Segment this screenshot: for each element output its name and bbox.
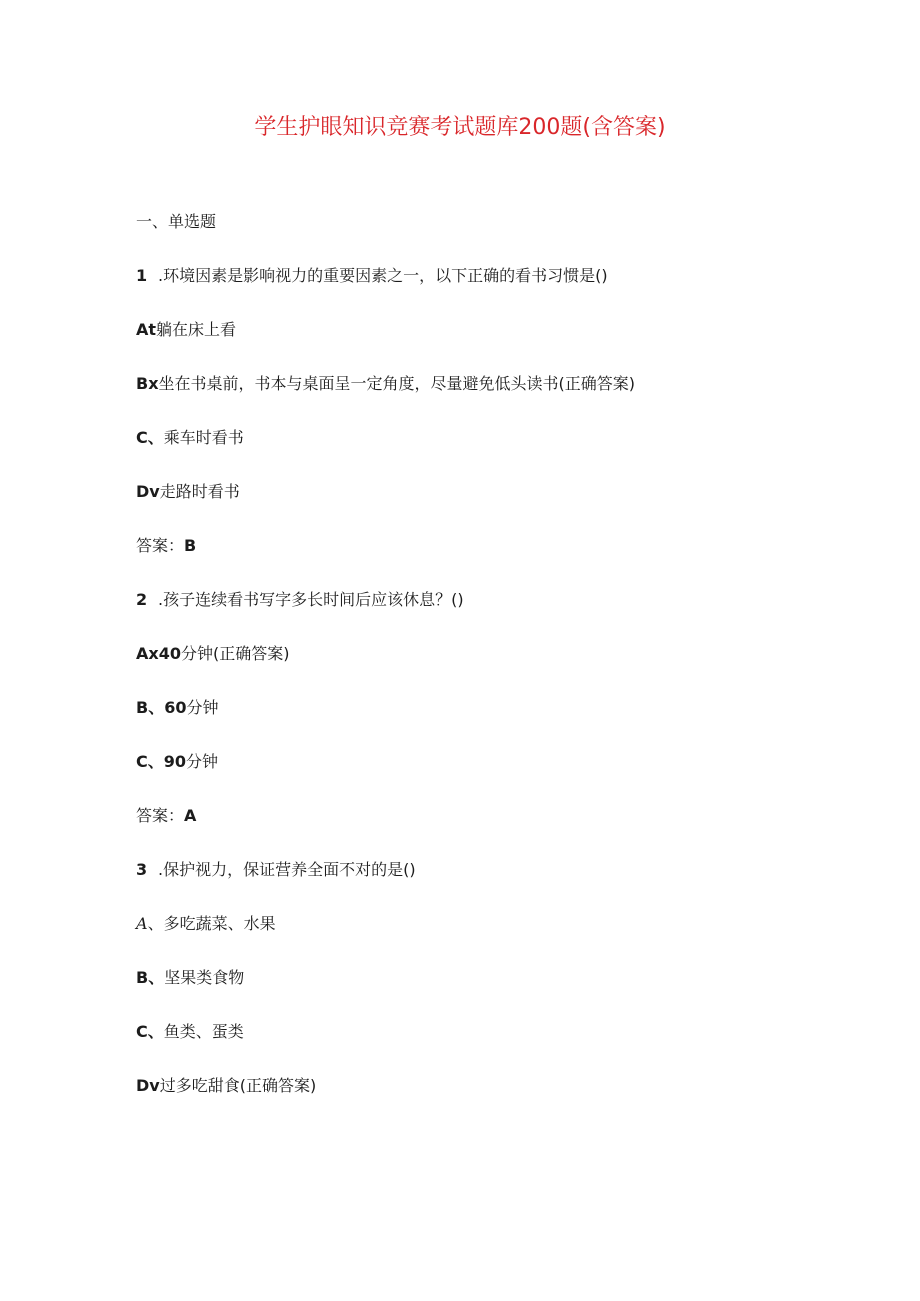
section-heading: 一、单选题 <box>136 212 217 231</box>
question-text: .环境因素是影响视力的重要因素之一，以下正确的看书习惯是() <box>158 266 608 285</box>
option-text: 坚果类食物 <box>164 968 245 987</box>
question-1-option-b <box>136 373 635 395</box>
option-text: 分钟 <box>186 698 219 717</box>
option-text: 过多吃甜食(正确答案) <box>159 1076 317 1095</box>
question-1 <box>136 265 608 287</box>
option-text: 坐在书桌前，书本与桌面呈一定角度，尽量避免低头读书(正确答案) <box>158 374 636 393</box>
question-number: 1 <box>136 266 148 285</box>
option-prefix: Bx <box>136 374 159 393</box>
option-prefix: C、90 <box>136 752 187 771</box>
question-1-option-c <box>136 427 244 449</box>
option-prefix: C、 <box>136 428 164 447</box>
answer-value: A <box>184 806 197 825</box>
option-text: 分钟(正确答案) <box>180 644 290 663</box>
option-text: 分钟 <box>186 752 219 771</box>
question-2-option-c <box>136 751 218 773</box>
question-3 <box>136 859 416 881</box>
question-3-option-c <box>136 1021 244 1043</box>
option-text: 、多吃蔬菜、水果 <box>147 914 276 933</box>
question-2-option-a <box>136 643 289 665</box>
question-3-option-d <box>136 1075 316 1097</box>
question-1-answer <box>136 535 196 557</box>
question-2 <box>136 589 464 611</box>
option-prefix: Dv <box>136 1076 160 1095</box>
option-prefix: Ax40 <box>136 644 181 663</box>
question-3-option-a <box>136 913 276 935</box>
question-2-answer <box>136 805 196 827</box>
document-title: 学生护眼知识竞赛考试题库200题(含答案) <box>254 115 666 140</box>
option-prefix: Dv <box>136 482 160 501</box>
question-2-option-b <box>136 697 218 719</box>
option-text: 躺在床上看 <box>156 320 237 339</box>
option-prefix: B、60 <box>136 698 187 717</box>
answer-value: B <box>184 536 197 555</box>
question-number: 2 <box>136 590 148 609</box>
question-text: .保护视力，保证营养全面不对的是() <box>158 860 416 879</box>
option-prefix: B、 <box>136 968 165 987</box>
question-3-option-b <box>136 967 244 989</box>
option-text: 鱼类、蛋类 <box>163 1022 244 1041</box>
option-text: 乘车时看书 <box>163 428 244 447</box>
option-prefix: A <box>136 914 148 933</box>
question-number: 3 <box>136 860 148 879</box>
option-prefix: C、 <box>136 1022 164 1041</box>
answer-label: 答案： <box>136 536 185 555</box>
question-text: .孩子连续看书写字多长时间后应该休息？() <box>158 590 464 609</box>
answer-label: 答案： <box>136 806 185 825</box>
question-1-option-d <box>136 481 240 503</box>
option-text: 走路时看书 <box>159 482 240 501</box>
question-1-option-a <box>136 319 236 341</box>
option-prefix: At <box>136 320 157 339</box>
